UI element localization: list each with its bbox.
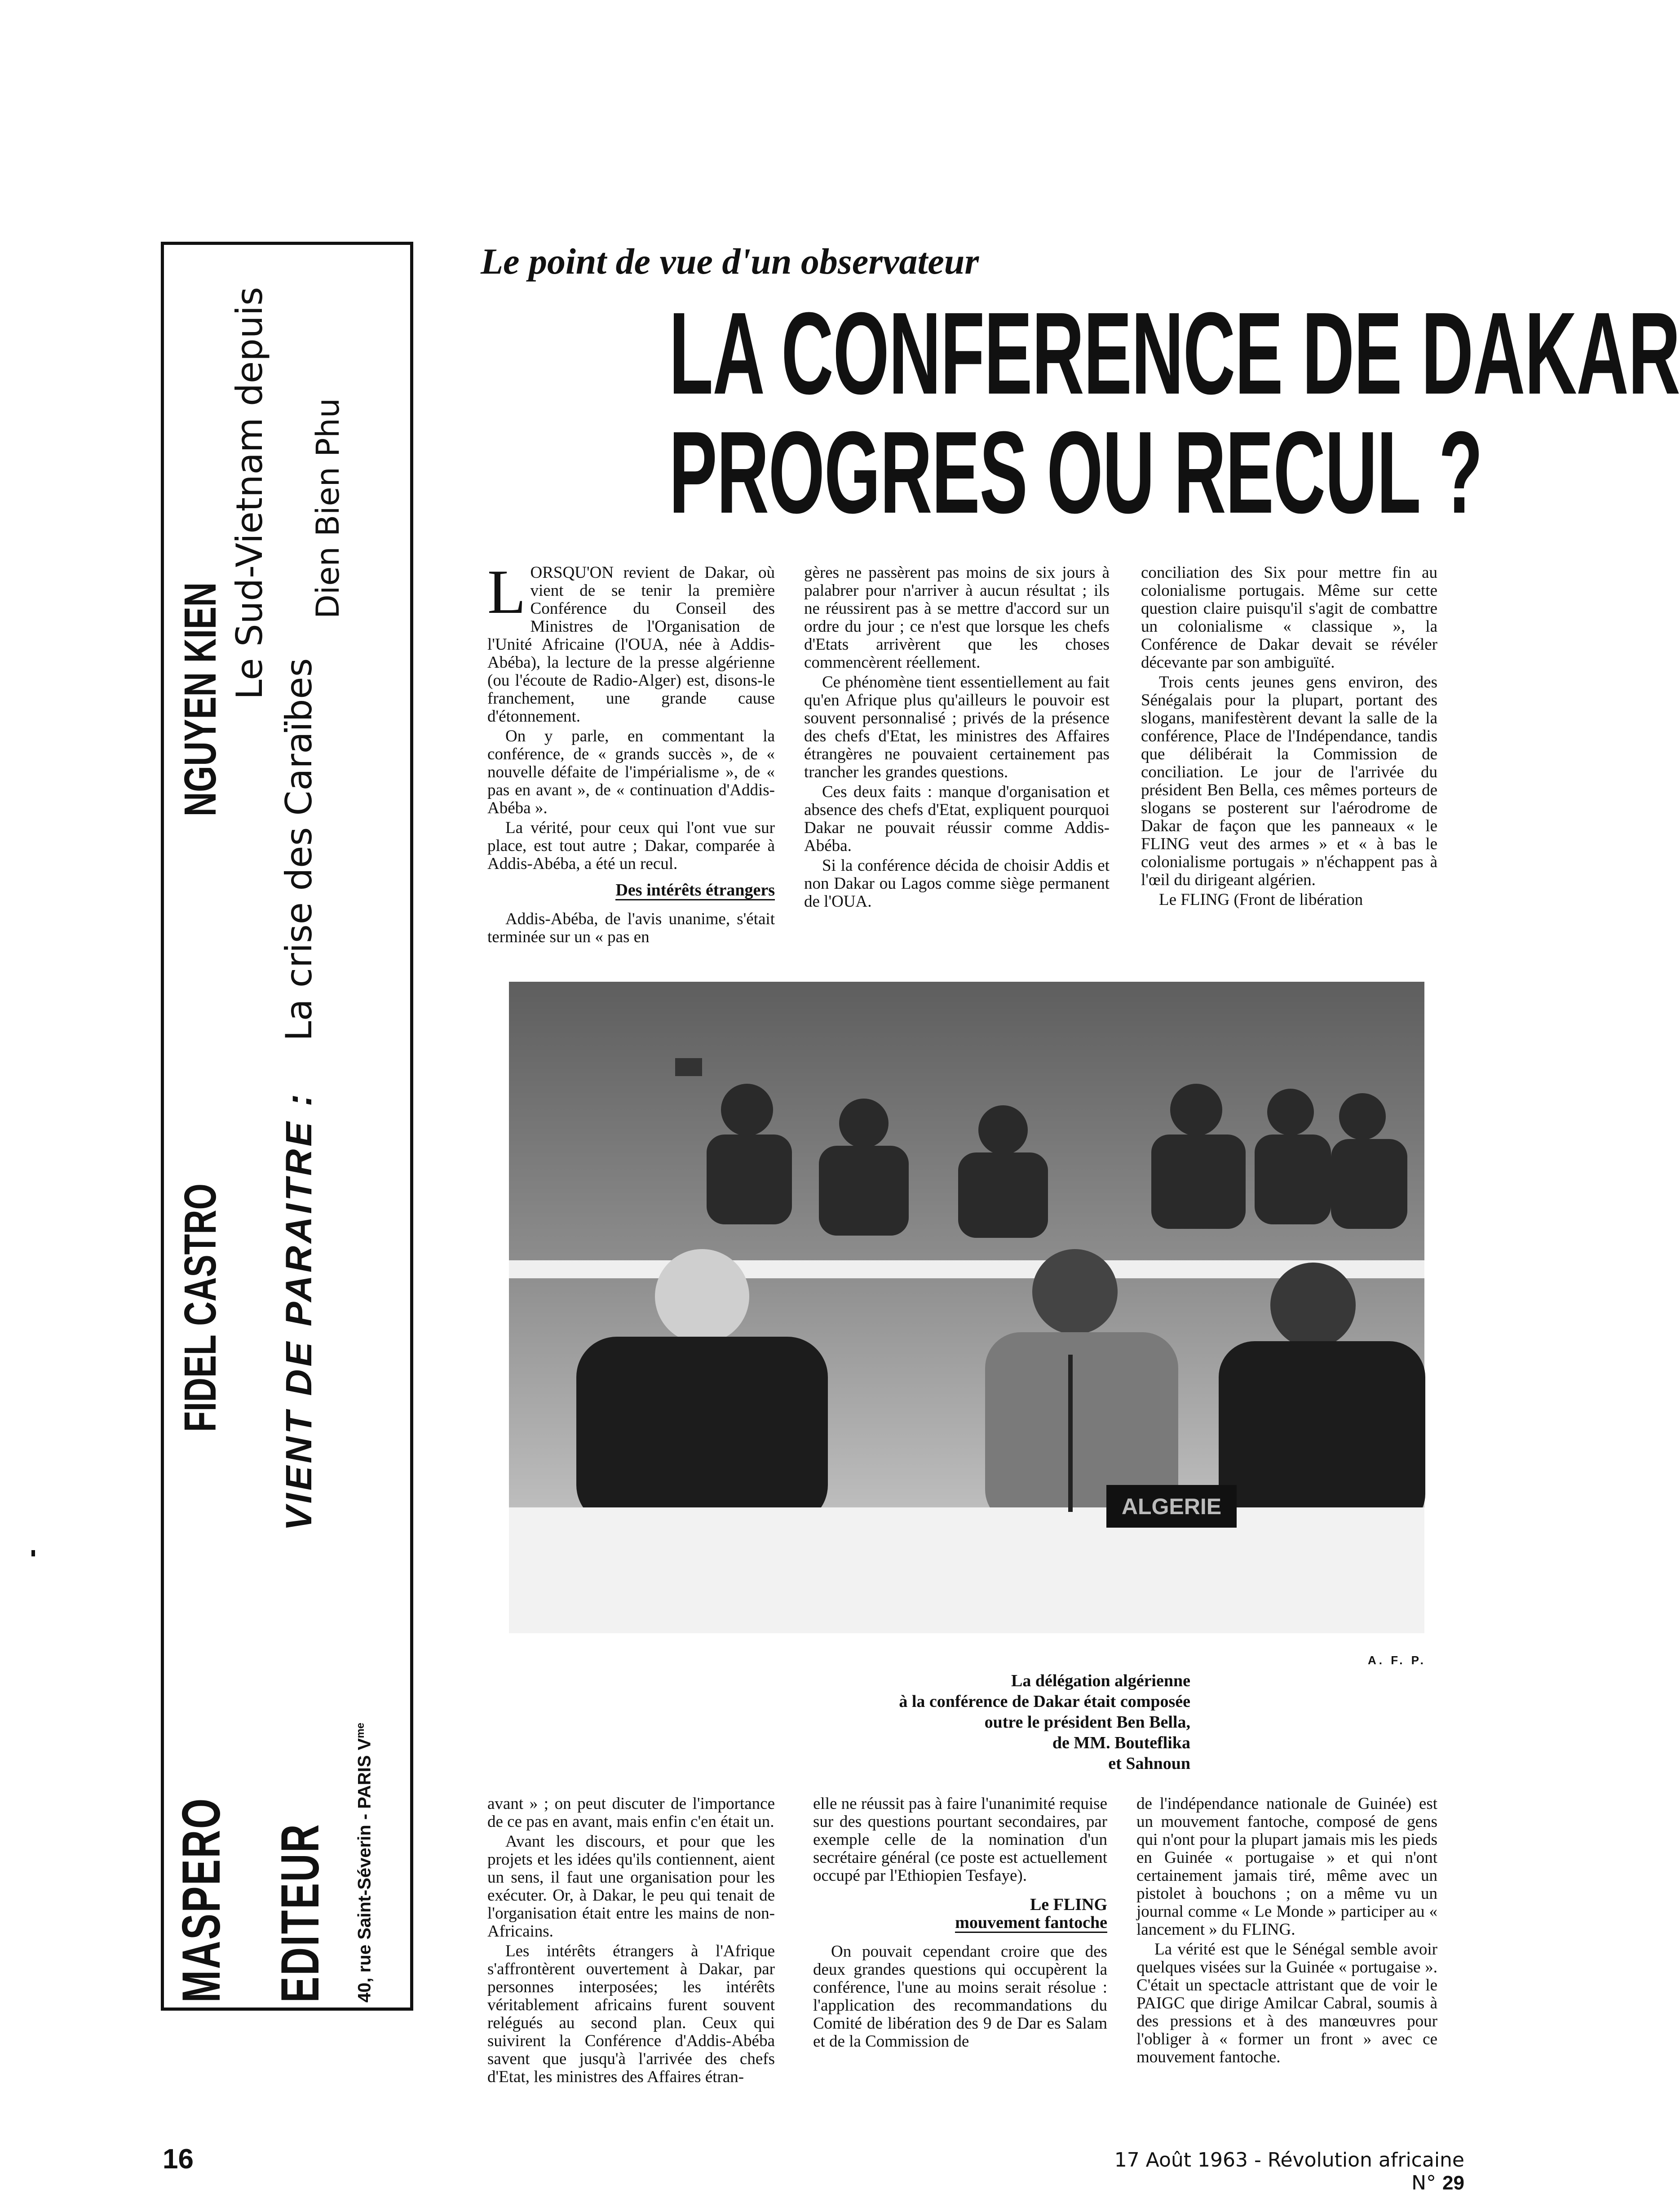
photo-credit: A. F. P. bbox=[1368, 1653, 1426, 1667]
headline-line-2: PROGRES OU RECUL ? bbox=[669, 408, 1482, 538]
advertisement-rotated-content bbox=[170, 250, 404, 2003]
paragraph: Si la conférence décida de choisir Addis et non Dakar ou Lagos comme siège permanent de l'OUA. bbox=[804, 856, 1110, 911]
article-column-3 bbox=[1141, 564, 1437, 911]
paragraph: Avant les discours, et pour que les projets et les idées qu'ils contiennent, aient un sens, il faut une organisation pour les exécuter. Or, à Dakar, le peu qui tenait de l'organisation était entre les mains de non-Africains. bbox=[487, 1832, 775, 1941]
article-column-4 bbox=[487, 1795, 775, 2088]
drop-cap: L bbox=[487, 557, 526, 627]
headline-line-1: LA CONFERENCE DE DAKAR bbox=[669, 288, 1680, 419]
paragraph: elle ne réussit pas à faire l'unanimité requise sur des questions pourtant secondaires, par exemple celle de la nomination d'un secrétaire général (ce poste est actuellement occupé par l'Ethiopien Tesfaye). bbox=[813, 1795, 1107, 1885]
paragraph: Trois cents jeunes gens environ, des Sénégalais pour la plupart, portant des slogans, manifestèrent devant la salle de la conférence, Place de l'Indépendance, tandis que délibérait la Commission de conciliation. Le jour de l'arrivée du président Ben Bella, ces mêmes porteurs de slogans se posterent sur l'aérodrome de Dakar de façon que les panneaux « le FLING veut des armes » et « à bas le colonialisme portugais » n'échappent pas à l'œil du dirigeant algérien. bbox=[1141, 673, 1437, 889]
print-artifact bbox=[31, 1550, 35, 1556]
advertisement-box bbox=[161, 242, 413, 2011]
photo-caption: La délégation algérienne à la conférence de Dakar était composée outre le président Ben Bella, de MM. Bouteflika et Sahnoun bbox=[899, 1671, 1190, 1773]
ad-book-title: Le Sud-Vietnam depuis bbox=[229, 286, 270, 700]
delegation-photo bbox=[509, 982, 1424, 1633]
ad-book-title: La crise des Caraïbes bbox=[278, 658, 320, 1041]
article-column-1 bbox=[487, 557, 775, 948]
ad-publisher-name: MASPERO bbox=[171, 1797, 231, 2003]
ad-publisher-line2: EDITEUR bbox=[270, 1823, 330, 2003]
paragraph: On pouvait cependant croire que des deux grandes questions qui occupèrent la conférence, l'une au moins serait résolue : l'application des recommandations du Comité de libération des 9 de Dar es Salam et de la Commission de bbox=[813, 1942, 1107, 2051]
photo-illustration bbox=[509, 982, 1424, 1633]
article-column-6 bbox=[1136, 1795, 1437, 2068]
article-headline bbox=[483, 288, 1680, 538]
paragraph: LORSQU'ON revient de Dakar, où vient de se tenir la première Conférence du Conseil des Ministres de l'Organisation de l'Unité Africaine (l'OUA, née à Addis-Abéba), la lecture de la presse algérienne (ou l'écoute de Radio-Alger) est, disons-le franchement, une grande cause d'étonnement. bbox=[487, 557, 775, 726]
article-kicker: Le point de vue d'un observateur bbox=[481, 241, 979, 282]
section-subhead: Des intérêts étrangers bbox=[615, 881, 775, 900]
ad-address: 40, rue Saint-Séverin - PARIS $V^{me}$ bbox=[354, 1722, 375, 2003]
paragraph: On y parle, en commentant la conférence, de « grands succès », de « nouvelle défaite de l'impérialisme », de « pas en avant », de « continuation d'Addis-Abéba ». bbox=[487, 727, 775, 817]
ad-book-author: FIDEL CASTRO bbox=[175, 1183, 225, 1432]
paragraph: avant » ; on peut discuter de l'importance de ce pas en avant, mais enfin c'en était un. bbox=[487, 1795, 775, 1831]
paragraph: gères ne passèrent pas moins de six jours à palabrer pour n'arriver à aucun résultat ; ils ne réussirent pas à se mettre d'accord sur un ordre du jour ; ce n'est que lorsque les chefs d'Etats arrivèrent que les choses commencèrent réellement. bbox=[804, 563, 1110, 672]
paragraph: Les intérêts étrangers à l'Afrique s'affrontèrent ouvertement à Dakar, par personnes interposées; les intérêts véritablement africains furent souvent relégués au second plan. Ceux qui suivirent la Conférence d'Addis-Abéba savent que jusqu'à l'arrivée des chefs d'Etat, les ministres des Affaires étran- bbox=[487, 1942, 775, 2086]
ad-book-author: NGUYEN KIEN bbox=[175, 582, 225, 816]
page-number: 16 bbox=[163, 2144, 194, 2175]
article-column-5 bbox=[813, 1795, 1107, 2052]
ad-announcement: VIENT DE PARAITRE : bbox=[279, 1091, 319, 1531]
paragraph: Ce phénomène tient essentiellement au fait qu'en Afrique plus qu'ailleurs le pouvoir est souvent personnalisé ; privés de la présence des chefs d'Etat, les ministres des Affaires étrangères ne pouvaient certainement pas trancher les grandes questions. bbox=[804, 673, 1110, 781]
paragraph: Le FLING (Front de libération bbox=[1159, 891, 1363, 909]
paragraph: Addis-Abéba, de l'avis unanime, s'était terminée sur un « pas en bbox=[487, 910, 775, 946]
article-column-2 bbox=[804, 564, 1110, 913]
section-subhead: Le FLING mouvement fantoche bbox=[955, 1895, 1107, 1932]
paragraph: La vérité, pour ceux qui l'ont vue sur place, est tout autre ; Dakar, comparée à Addis-Abéba, a été un recul. bbox=[487, 819, 775, 873]
paragraph: conciliation des Six pour mettre fin au colonialisme portugais. Même sur cette question claire puisqu'il s'agit de combattre un colonialisme « classique », la Conférence de Dakar devait se révéler décevante par son ambiguïté. bbox=[1141, 563, 1437, 672]
paragraph: La vérité est que le Sénégal semble avoir quelques visées sur la Guinée « portugaise ». C'était un spectacle attristant que de voir le PAIGC que dirige Amilcar Cabral, soumis à des pressions et à des manœuvres pour l'obliger à « former un front » avec ce mouvement fantoche. bbox=[1136, 1940, 1437, 2066]
paragraph: de l'indépendance nationale de Guinée) est un mouvement fantoche, composé de gens qui n'ont pour la plupart jamais mis les pieds en Guinée « portugaise » et qui n'ont certainement jamais tiré, même avec un pistolet à bouchons ; on a même vu un journal comme « Le Monde » participer au « lancement » du FLING. bbox=[1136, 1795, 1437, 1939]
paragraph: Ces deux faits : manque d'organisation et absence des chefs d'Etat, expliquent pourquoi Dakar ne pouvait réussir comme Addis-Abéba. bbox=[804, 783, 1110, 855]
footer-issue-line: 17 Août 1963 - Révolution africaine N° 29 bbox=[1114, 2149, 1464, 2194]
ad-book-subtitle: Dien Bien Phu bbox=[309, 398, 346, 619]
desk-nameplate: ALGERIE bbox=[1121, 1494, 1222, 1519]
